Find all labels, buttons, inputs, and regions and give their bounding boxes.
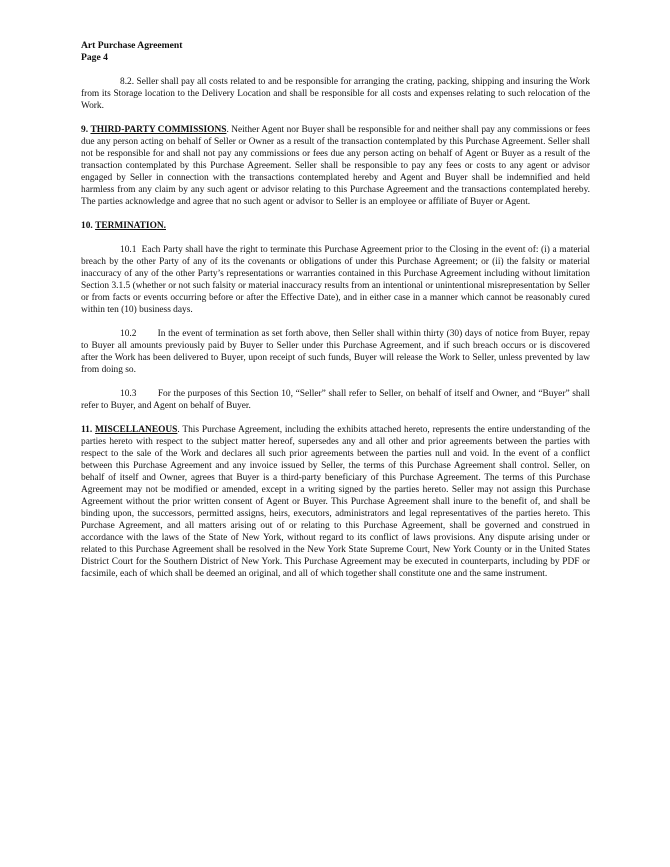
section-11-body: . This Purchase Agreement, including the exhibits attached hereto, represents the entire understanding of the parties hereto with respect to the subject matter hereof, supersedes any and all other and prior agreements between the parties with respect to the sale of the Work and declares all such prior agreements between the parties null and void. In the event of a conflict between this Purchase Agreement and any invoice issued by Seller, the terms of this Purchase Agreement shall control. Seller, on behalf of itself and Owner, agrees that Buyer is a third-party beneficiary of this Purchase Agreement. The terms of this Purchase Agreement may not be modified or amended, except in a writing signed by the parties hereto. Seller may not assign this Purchase Agreement without the prior written consent of Agent or Buyer. This Purchase Agreement shall inure to the benefit of, and shall be binding upon, the successors, permitted assigns, heirs, executors, administrators and legal representatives of the parties hereto. This Purchase Agreement, and all matters arising out of or relating to this Purchase Agreement, shall be governed and construed in accordance with the laws of the State of New York, without regard to its conflict of laws provisions. Any dispute arising under or related to this Purchase Agreement shall be resolved in the New York State Supreme Court, New York County or in the United States District Court for the Southern District of New York. This Purchase Agreement may be executed in counterparts, including by PDF or facsimile, each of which shall be deemed an original, and all of which together shall constitute one and the same instrument. [81, 425, 590, 579]
document-title: Art Purchase Agreement [81, 40, 183, 51]
section-9-title: THIRD-PARTY COMMISSIONS [90, 125, 227, 135]
page-number: Page 4 [81, 52, 108, 63]
section-11-title: MISCELLANEOUS [95, 425, 178, 435]
page-header [81, 40, 590, 64]
section-10-heading [81, 220, 590, 232]
section-10-title: TERMINATION. [95, 221, 166, 231]
paragraph-10-2: 10.2 In the event of termination as set forth above, then Seller shall within thirty (30) days of notice from Buyer, repay to Buyer all amounts previously paid by Buyer to Seller under this Purchase Agreement, and if such breach occurs or is discovered after the Work has been delivered to Buyer, upon receipt of such funds, Buyer will release the Work to Seller, unless prevented by law from doing so. [81, 329, 593, 375]
paragraph-8-2: 8.2. Seller shall pay all costs related to and be responsible for arranging the crating, packing, shipping and insuring the Work from its Storage location to the Delivery Location and shall be responsible for all costs and expenses relating to such relocation of the Work. [81, 77, 590, 111]
section-11-number: 11. [81, 425, 93, 435]
section-9 [81, 124, 590, 208]
section-11 [81, 424, 590, 580]
section-9-body: . Neither Agent nor Buyer shall be responsible for and neither shall pay any commissions or fees due any person acting on behalf of Seller or Owner as a result of the transaction contemplated by this Purchase Agreement. Seller shall not be responsible for and shall not pay any commissions or fees due any person acting on behalf of Agent or Buyer as a result of the transaction contemplated by this Purchase Agreement. Seller shall be responsible to pay any fees or costs to any agent or advisor engaged by Seller in connection with the transactions contemplated hereby and Agent and Buyer shall be indemnified and held harmless from any claim by any such agent or advisor relating to this Purchase Agreement and the transactions contemplated hereby. The parties acknowledge and agree that no such agent or advisor to Seller is an employee or affiliate of Buyer or Agent. [81, 125, 590, 207]
paragraph-10-1: 10.1 Each Party shall have the right to terminate this Purchase Agreement prior to the Closing in the event of: (i) a material breach by the other Party of any of its the covenants or obligations of under this Purchase Agreement; or (ii) the falsity or material inaccuracy of any of the other Party’s representations or warranties contained in this Purchase Agreement including without limitation Section 3.1.5 (whether or not such falsity or material inaccuracy results from an intentional or unintentional misrepresentation by Seller or from facts or events occurring before or after the Effective Date), and in either case in a manner which cannot be reasonably cured within ten (10) business days. [81, 245, 593, 315]
section-9-number: 9. [81, 125, 89, 135]
section-10-number: 10. [81, 221, 93, 231]
paragraph-10-3: 10.3 For the purposes of this Section 10, “Seller” shall refer to Seller, on behalf of itself and Owner, and “Buyer” shall refer to Buyer, and Agent on behalf of Buyer. [81, 389, 593, 411]
